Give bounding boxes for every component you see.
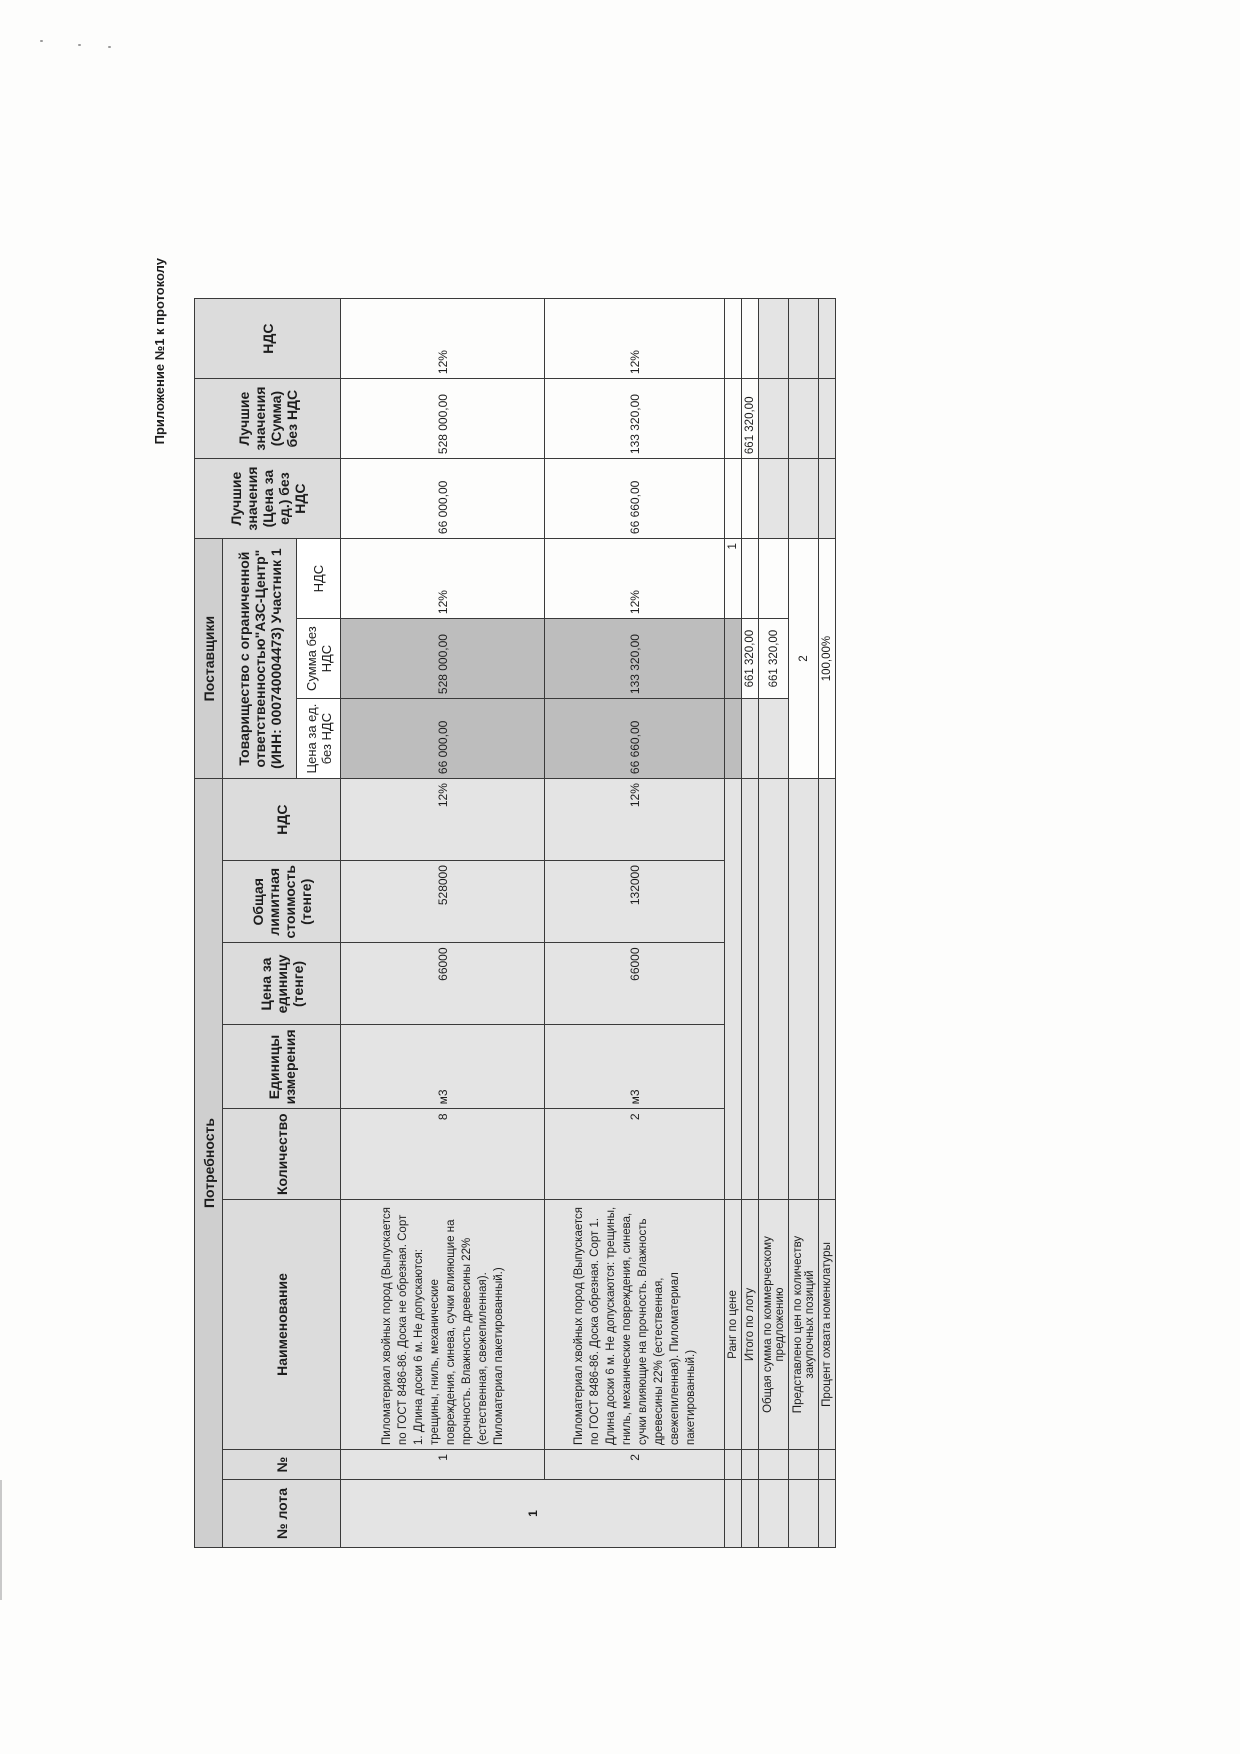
offer-total-value: 661 320,00 <box>759 619 789 699</box>
row-unit: м3 <box>545 1025 725 1109</box>
row-qty: 8 <box>341 1109 545 1200</box>
row-best-sum: 528 000,00 <box>341 379 545 459</box>
row-supplier-unit: 66 660,00 <box>545 699 725 779</box>
lot-total-row <box>742 299 759 1548</box>
row-best-sum: 133 320,00 <box>545 379 725 459</box>
lot-total-label: Итого по лоту <box>742 1200 759 1450</box>
col-best-vat: НДС <box>195 299 341 379</box>
rank-row <box>725 299 742 1548</box>
positions-label: Представлено цен по количеству закупочных позиций <box>789 1200 819 1450</box>
row-best-vat: 12% <box>545 299 725 379</box>
table-row <box>341 299 545 1548</box>
row-qty: 2 <box>545 1109 725 1200</box>
row-name: Пиломатериал хвойных пород (Выпускается по ГОСТ 8486-86. Доска обрезная. Сорт 1. Длина доски 6 м. Не допускаются: трещины, гниль, механические повреждения, синева, сучки влияющие на прочность. Влажность древесины 22% (естественная, свежепиленная). Пиломатериал пакетированный.) <box>545 1200 725 1450</box>
row-unit: м3 <box>341 1025 545 1109</box>
offer-total-row <box>759 299 789 1548</box>
col-best-unit: Лучшие значения (Цена за ед.) без НДС <box>195 459 341 539</box>
row-supplier-vat: 12% <box>545 539 725 619</box>
row-num: 2 <box>545 1450 725 1480</box>
coverage-row <box>819 299 836 1548</box>
lot-number: 1 <box>341 1480 725 1548</box>
row-vat: 12% <box>341 779 545 861</box>
table-row <box>545 299 725 1548</box>
suppliers-section-header: Поставщики <box>195 539 223 779</box>
row-supplier-vat: 12% <box>341 539 545 619</box>
row-vat: 12% <box>545 779 725 861</box>
col-supplier-unit: Цена за ед. без НДС <box>297 699 341 779</box>
rank-label: Ранг по цене <box>725 1200 742 1450</box>
scan-speck <box>40 40 43 42</box>
col-supplier-sum: Сумма без НДС <box>297 619 341 699</box>
col-vat: НДС <box>223 779 341 861</box>
col-total-limit: Общая лимитная стоимость (тенге) <box>223 861 341 943</box>
row-total-limit: 132000 <box>545 861 725 943</box>
col-unit: Единицы измерения <box>223 1025 341 1109</box>
appendix-caption: Приложение №1 к протоколу <box>152 258 167 445</box>
procurement-table <box>194 298 836 1548</box>
row-num: 1 <box>341 1450 545 1480</box>
rotated-document <box>152 248 918 1548</box>
row-supplier-sum: 528 000,00 <box>341 619 545 699</box>
row-supplier-unit: 66 000,00 <box>341 699 545 779</box>
demand-section-header: Потребность <box>195 779 223 1548</box>
col-num: № <box>223 1450 341 1480</box>
coverage-label: Процент охвата номенклатуры <box>819 1200 836 1450</box>
offer-total-label: Общая сумма по коммерческому предложению <box>759 1200 789 1450</box>
col-qty: Количество <box>223 1109 341 1200</box>
row-unit-price: 66000 <box>341 943 545 1025</box>
row-total-limit: 528000 <box>341 861 545 943</box>
row-unit-price: 66000 <box>545 943 725 1025</box>
row-best-unit: 66 000,00 <box>341 459 545 539</box>
col-name: Наименование <box>223 1200 341 1450</box>
supplier-name: Товарищество с ограниченной ответственностью"АЗС-Центр" (ИНН: 000740004473) Участник 1 <box>223 539 297 779</box>
scan-speck <box>108 46 111 48</box>
positions-row <box>789 299 819 1548</box>
col-lot: № лота <box>223 1480 341 1548</box>
row-supplier-sum: 133 320,00 <box>545 619 725 699</box>
row-best-unit: 66 660,00 <box>545 459 725 539</box>
coverage-value: 100,00% <box>819 539 836 779</box>
row-name: Пиломатериал хвойных пород (Выпускается по ГОСТ 8486-86. Доска не обрезная. Сорт 1. Длина доски 6 м. Не допускаются: трещины, гниль, механические повреждения, синева, сучки влияющие на прочность. Влажность древесины 22% (естественная, свежепиленная). Пиломатериал пакетированный.) <box>341 1200 545 1450</box>
rank-value: 1 <box>725 539 742 619</box>
row-best-vat: 12% <box>341 299 545 379</box>
lot-total-best: 661 320,00 <box>742 379 759 459</box>
positions-value: 2 <box>789 539 819 779</box>
col-best-sum: Лучшие значения (Сумма) без НДС <box>195 379 341 459</box>
scan-edge <box>0 1480 2 1600</box>
col-unit-price: Цена за единицу (тенге) <box>223 943 341 1025</box>
lot-total-supplier: 661 320,00 <box>742 619 759 699</box>
scan-speck <box>78 44 81 46</box>
col-supplier-vat: НДС <box>297 539 341 619</box>
